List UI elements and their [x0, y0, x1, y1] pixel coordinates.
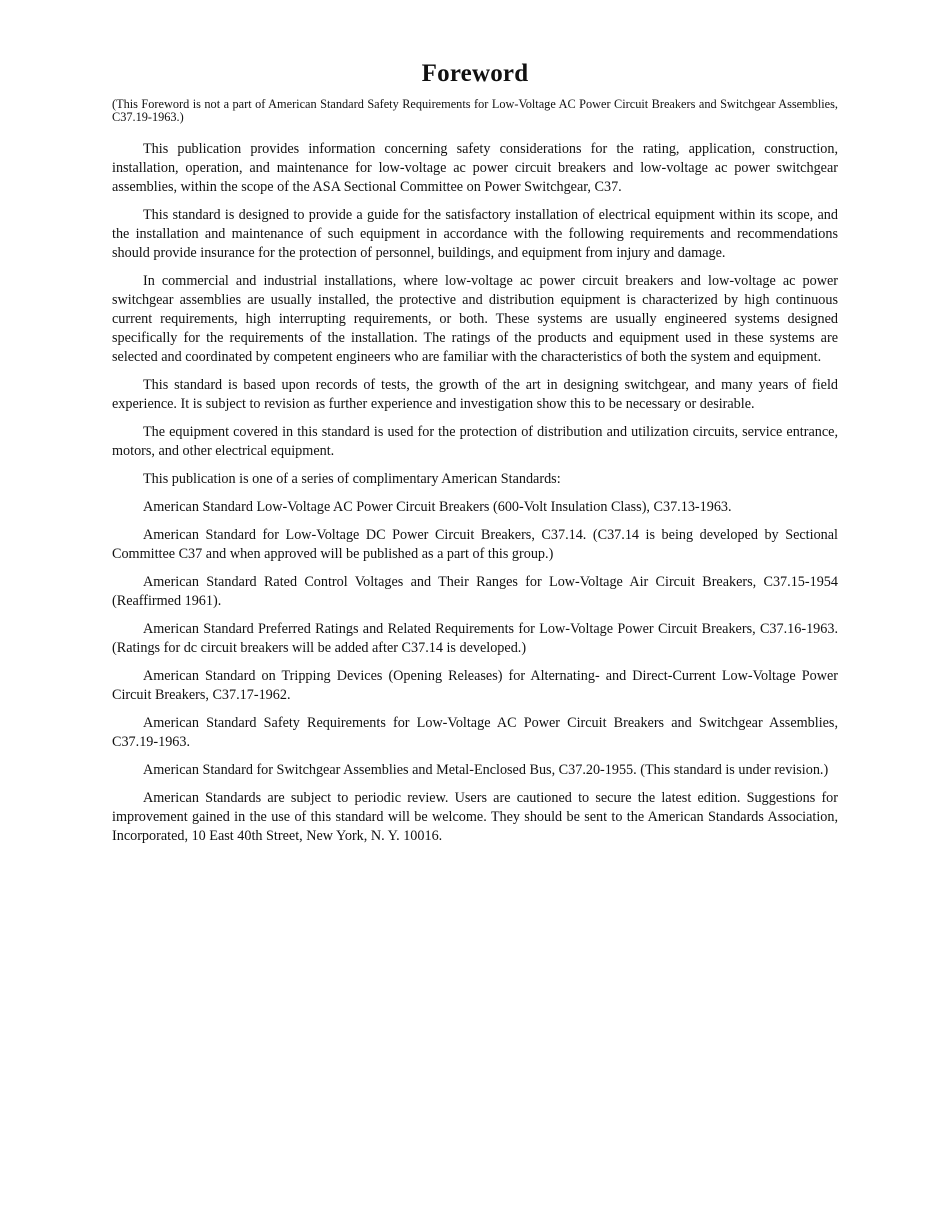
standard-list-item: American Standard on Tripping Devices (Opening Releases) for Alternating- and Direct-Current Low-Voltage Power Circuit Breakers, C37.17-1962.	[112, 668, 838, 703]
standard-list-item: American Standard for Low-Voltage DC Power Circuit Breakers, C37.14. (C37.14 is being developed by Sectional Committee C37 and when approved will be published as a part of this group.)	[112, 527, 838, 562]
paragraph-installations: In commercial and industrial installations, where low-voltage ac power circuit breakers and low-voltage ac power switchgear assemblies are usually installed, the protective and distribution equipment is characterized by high continuous current requirements, high interrupting requirements, or both. These systems are usually engineered systems designed specifically for the requirements of the installation. The ratings of the products and equipment used in these systems are selected and coordinated by competent engineers who are familiar with the characteristics of both the system and equipment.	[112, 273, 838, 365]
foreword-note: (This Foreword is not a part of American Standard Safety Requirements for Low-Voltage AC Power Circuit Breakers and Switchgear Assemblies, C37.19-1963.)	[112, 97, 838, 124]
paragraph-equipment-covered: The equipment covered in this standard is used for the protection of distribution and utilization circuits, service entrance, motors, and other electrical equipment.	[112, 424, 838, 459]
standard-list-item: American Standard Safety Requirements for Low-Voltage AC Power Circuit Breakers and Switchgear Assemblies, C37.19-1963.	[112, 715, 838, 750]
page-title: Foreword	[421, 60, 529, 87]
foreword-page	[112, 60, 838, 855]
standard-list-item: American Standard Preferred Ratings and Related Requirements for Low-Voltage Power Circuit Breakers, C37.16-1963. (Ratings for dc circuit breakers will be added after C37.14 is developed.)	[112, 621, 838, 656]
paragraph-basis: This standard is based upon records of tests, the growth of the art in designing switchgear, and many years of field experience. It is subject to revision as further experience and investigation show this to be necessary or desirable.	[112, 377, 838, 412]
paragraph-publication-scope: This publication provides information concerning safety considerations for the rating, application, construction, installation, operation, and maintenance for low-voltage ac power circuit breakers and low-voltage ac power switchgear assemblies, within the scope of the ASA Sectional Committee on Power Switchgear, C37.	[112, 141, 838, 195]
standard-list-item: American Standard for Switchgear Assemblies and Metal-Enclosed Bus, C37.20-1955. (This standard is under revision.)	[143, 762, 829, 778]
standard-list-item: American Standard Low-Voltage AC Power Circuit Breakers (600-Volt Insulation Class), C37.13-1963.	[143, 499, 732, 515]
paragraph-standard-purpose: This standard is designed to provide a guide for the satisfactory installation of electrical equipment within its scope, and the installation and maintenance of such equipment in accordance with the following requirements and recommendations should provide insurance for the protection of personnel, buildings, and equipment from injury and damage.	[112, 207, 838, 261]
paragraph-series-intro: This publication is one of a series of complimentary American Standards:	[143, 471, 561, 487]
paragraph-review-notice: American Standards are subject to periodic review. Users are cautioned to secure the latest edition. Suggestions for improvement gained in the use of this standard will be welcome. They should be sent to the American Standards Association, Incorporated, 10 East 40th Street, New York, N. Y. 10016.	[112, 790, 838, 844]
standard-list-item: American Standard Rated Control Voltages and Their Ranges for Low-Voltage Air Circuit Breakers, C37.15-1954 (Reaffirmed 1961).	[112, 574, 838, 609]
